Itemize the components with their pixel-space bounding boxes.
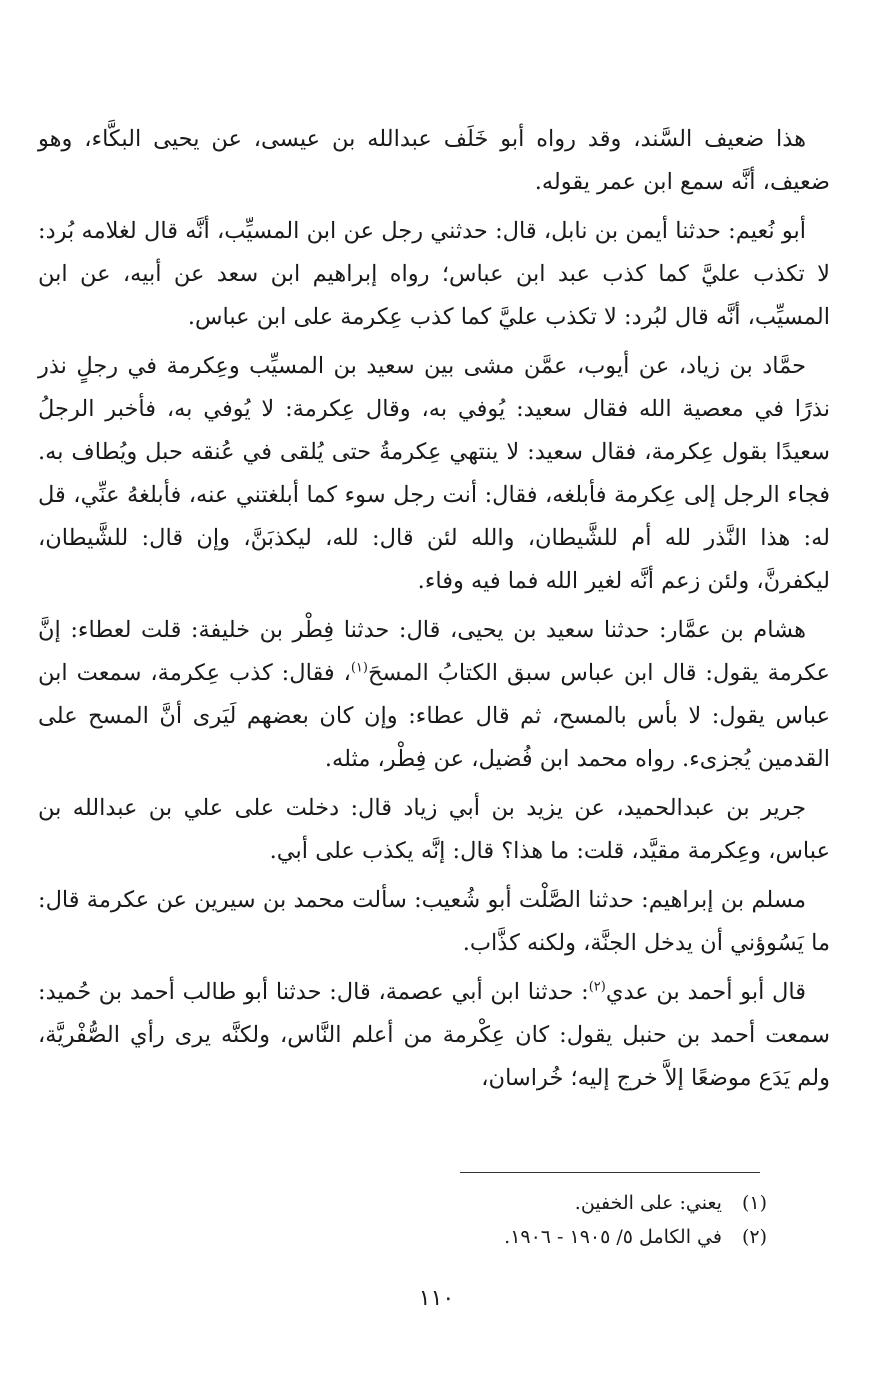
- paragraph-7-start: قال أبو أحمد بن عدي: [605, 979, 806, 1005]
- footnote-2: [47, 1220, 767, 1254]
- paragraph-4-end: ، فقال: كذب عِكرمة، سمعت ابن عباس يقول: لا بأس بالمسح، ثم قال عطاء: وإن كان بعضهم لَيَرى أنَّ المسح على القدمين يُجزىء. رواه محمد ابن فُضيل، عن فِطْر، مثله.: [38, 660, 830, 772]
- paragraph-7-end: : حدثنا ابن أبي عصمة، قال: حدثنا أبو طالب أحمد بن حُميد: سمعت أحمد بن حنبل يقول: كان عِكْرمة من أعلم النَّاس، ولكنَّه يرى رأي الصُّفْريَّة، ولم يَدَع موضعًا إلاَّ خرج إليه؛ خُراسان،: [38, 979, 830, 1091]
- paragraph-5: جرير بن عبدالحميد، عن يزيد بن أبي زياد قال: دخلت على علي بن عبدالله بن عباس، وعِكرمة مقيَّد، قلت: ما هذا؟ قال: إنَّه يكذب على أبي.: [38, 795, 830, 864]
- paragraph-2: أبو نُعيم: حدثنا أيمن بن نابل، قال: حدثني رجل عن ابن المسيِّب، أنَّه قال لغلامه بُرد: لا تكذب عليَّ كما كذب عبد ابن عباس؛ رواه إبراهيم ابن سعد عن أبيه، عن ابن المسيِّب، أنَّه قال لبُرد: لا تكذب عليَّ كما كذب عِكرمة على ابن عباس.: [38, 218, 830, 330]
- footnote-1: [47, 1186, 767, 1220]
- paragraph-4-start: هشام بن عمَّار: حدثنا سعيد بن يحيى، قال: حدثنا فِطْر بن خليفة: قلت لعطاء: إنَّ عكرمة يقول: قال ابن عباس سبق الكتابُ المسحَ: [38, 617, 830, 686]
- footnote-number: (٢): [741, 1226, 767, 1248]
- footnote-text: يعني: على الخفين.: [574, 1192, 722, 1214]
- footnote-divider: [460, 1172, 760, 1173]
- footnote-number: (١): [741, 1192, 767, 1214]
- paragraph-4: [38, 609, 830, 781]
- footnote-ref-2: (٢): [588, 979, 606, 995]
- footnote-text: في الكامل ٥/ ١٩٠٥ - ١٩٠٦.: [504, 1226, 722, 1248]
- paragraph-3: حمَّاد بن زياد، عن أيوب، عمَّن مشى بين سعيد بن المسيِّب وعِكرمة في رجلٍ نذر نذرًا في معصية الله فقال سعيد: يُوفي به، وقال عِكرمة: لا يُوفي به، فأخبر الرجلُ سعيدًا بقول عِكرمة، فقال سعيد: لا ينتهي عِكرمةُ حتى يُلقى في عُنقه حبل ويُطاف به. فجاء الرجل إلى عِكرمة فأبلغه، فقال: أنت رجل سوء كما أبلغتني عنه، فأبلغهُ عنِّي، قل له: هذا النَّذر لله أم للشَّيطان، والله لئن قال: لله، ليكذبَنَّ، وإن قال: للشَّيطان، ليكفرنَّ، ولئن زعم أنَّه لغير الله فما فيه وفاء.: [38, 353, 830, 594]
- paragraph-7: [38, 971, 830, 1100]
- page-number: ١١٠: [418, 1286, 455, 1311]
- paragraph-1: هذا ضعيف السَّند، وقد رواه أبو خَلَف عبدالله بن عيسى، عن يحيى البكَّاء، وهو ضعيف، أنَّه سمع ابن عمر يقوله.: [38, 126, 830, 195]
- footnotes: [47, 1186, 767, 1254]
- footnote-ref-1: (١): [350, 660, 368, 676]
- paragraph-6: مسلم بن إبراهيم: حدثنا الصَّلْت أبو شُعيب: سألت محمد بن سيرين عن عكرمة قال: ما يَسُوؤني أن يدخل الجنَّة، ولكنه كذَّاب.: [38, 887, 830, 956]
- main-text: [38, 118, 830, 1106]
